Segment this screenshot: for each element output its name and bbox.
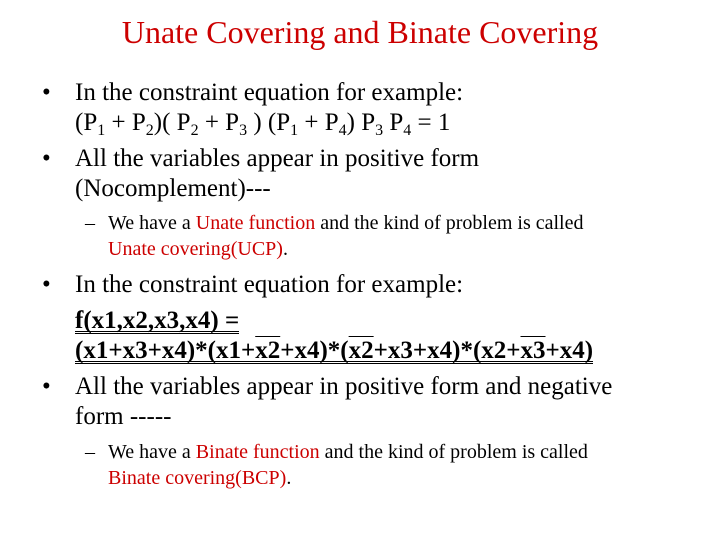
- slide-title: Unate Covering and Binate Covering: [121, 14, 599, 50]
- function-definition: f(x1,x2,x3,x4) =: [75, 307, 240, 334]
- unate-function-highlight: Unate function: [195, 212, 316, 234]
- bcp-highlight: Binate covering(BCP): [108, 467, 287, 489]
- constraint-equation-binate: (x1+x3+x4)*(x1+x2+x4)*(x2+x3+x4)*(x2+x3+x4): [75, 337, 594, 364]
- bullet-4-text-line2: form -----: [75, 403, 172, 430]
- sub-bullet-marker: –: [85, 212, 95, 234]
- sub-bullet-1-line2: Unate covering(UCP).: [108, 238, 288, 260]
- bullet-4-text-line1: All the variables appear in positive form and negative: [75, 373, 613, 400]
- bullet-marker: •: [42, 79, 51, 106]
- bullet-marker: •: [42, 271, 51, 298]
- complemented-x2: x2: [348, 337, 374, 364]
- bullet-marker: •: [42, 145, 51, 172]
- sub-bullet-2-line1: We have a Binate function and the kind of problem is called: [108, 441, 588, 463]
- bullet-1-text: In the constraint equation for example:: [75, 79, 464, 106]
- ucp-highlight: Unate covering(UCP): [108, 238, 283, 260]
- bullet-2-text-line2: (Nocomplement)---: [75, 175, 271, 202]
- sub-bullet-2-line2: Binate covering(BCP).: [108, 467, 292, 489]
- bullet-3-text: In the constraint equation for example:: [75, 271, 464, 298]
- bullet-marker: •: [42, 373, 51, 400]
- bullet-2-text-line1: All the variables appear in positive form: [75, 145, 480, 172]
- complemented-x3: x3: [520, 337, 546, 364]
- constraint-equation-unate: $(P_1 + P_2)$( $P_2 + P_3$ ) $(P_1 + P_4)$ $P_3$ $P_4 = 1$: [75, 109, 451, 139]
- complemented-x2: x2: [255, 337, 281, 364]
- binate-function-highlight: Binate function: [195, 441, 320, 463]
- sub-bullet-marker: –: [85, 441, 95, 463]
- sub-bullet-1-line1: We have a Unate function and the kind of problem is called: [108, 212, 584, 234]
